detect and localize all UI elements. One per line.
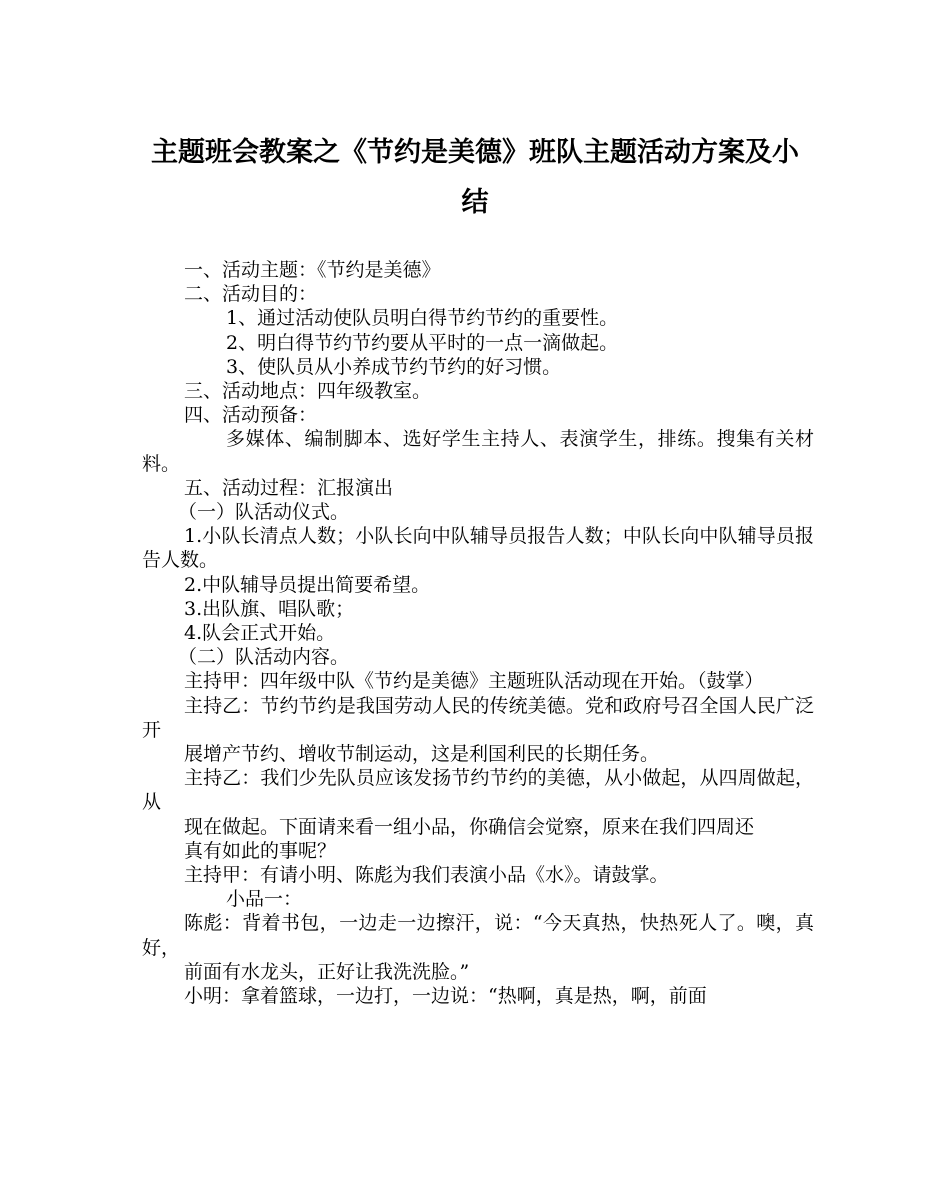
paragraph: 五、活动过程：汇报演出 bbox=[184, 476, 394, 499]
paragraph: 小明：拿着篮球，一边打，一边说：“热啊，真是热，啊，前面 bbox=[184, 985, 707, 1008]
paragraph: 2、明白得节约节约要从平时的一点一滴做起。 bbox=[226, 331, 619, 354]
paragraph: 陈彪：背着书包，一边走一边擦汗，说：“今天真热，快热死人了。噢，真好， bbox=[142, 912, 814, 959]
paragraph: 1、通过活动使队员明白得节约节约的重要性。 bbox=[226, 307, 619, 330]
paragraph: 多媒体、编制脚本、选好学生主持人、表演学生，排练。搜集有关材料。 bbox=[142, 428, 814, 475]
paragraph: 一、活动主题：《节约是美德》 bbox=[184, 259, 441, 281]
paragraph: 主持甲：有请小明、陈彪为我们表演小品《水》。请鼓掌。 bbox=[184, 864, 669, 887]
paragraph: 3、使队员从小养成节约节约的好习惯。 bbox=[226, 355, 562, 378]
paragraph: 四、活动预备： bbox=[184, 404, 318, 427]
paragraph: 三、活动地点：四年级教室。 bbox=[184, 380, 432, 403]
paragraph: 小品一： bbox=[226, 888, 303, 911]
paragraph: 主持乙：我们少先队员应该发扬节约节约的美德，从小做起，从四周做起，从 bbox=[142, 767, 814, 814]
paragraph: 主持乙：节约节约是我国劳动人民的传统美德。党和政府号召全国人民广泛开 bbox=[142, 694, 814, 741]
paragraph: 1.小队长清点人数；小队长向中队辅导员报告人数；中队长向中队辅导员报告人数。 bbox=[142, 525, 814, 572]
paragraph: 3.出队旗、唱队歌； bbox=[184, 597, 355, 620]
paragraph: 主持甲：四年级中队《节约是美德》主题班队活动现在开始。（鼓掌） bbox=[184, 670, 764, 693]
paragraph: 真有如此的事呢？ bbox=[184, 839, 337, 862]
paragraph: 展增产节约、增收节制运动，这是利国利民的长期任务。 bbox=[184, 743, 660, 766]
paragraph: 2.中队辅导员提出简要希望。 bbox=[184, 573, 431, 596]
paragraph: 4.队会正式开始。 bbox=[184, 622, 336, 645]
document-title: 主题班会教案之《节约是美德》班队主题活动方案及小结 bbox=[151, 137, 799, 218]
paragraph: 前面有水龙头，正好让我洗洗脸。” bbox=[184, 960, 470, 983]
paragraph: 现在做起。下面请来看一组小品，你确信会觉察，原来在我们四周还 bbox=[184, 815, 755, 838]
document-body bbox=[142, 258, 814, 1008]
paragraph: （一）队活动仪式。 bbox=[178, 501, 350, 524]
paragraph: （二）队活动内容。 bbox=[178, 646, 350, 669]
paragraph: 二、活动目的： bbox=[184, 283, 318, 306]
